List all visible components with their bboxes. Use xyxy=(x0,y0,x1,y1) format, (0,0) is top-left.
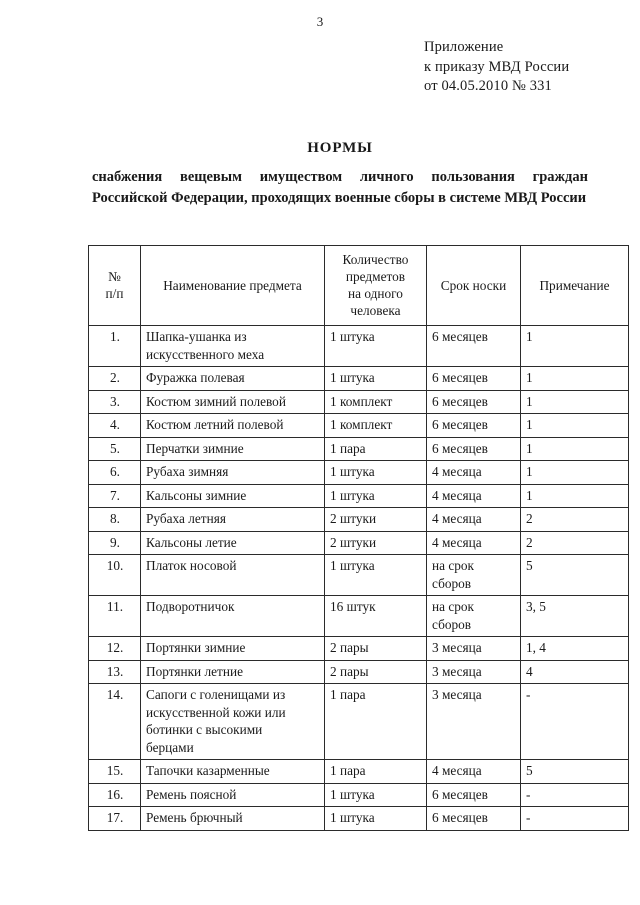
table-row xyxy=(89,807,629,831)
header-line-order: к приказу МВД России xyxy=(424,58,570,75)
cell-item-name: Шапка-ушанка из искусственного меха xyxy=(141,326,325,367)
cell-number: 10. xyxy=(89,555,141,596)
cell-note: - xyxy=(521,783,629,807)
cell-note: 1 xyxy=(521,367,629,391)
table-row xyxy=(89,555,629,596)
cell-note: 2 xyxy=(521,531,629,555)
cell-wear-period: на срок сборов xyxy=(427,596,521,637)
cell-quantity: 16 штук xyxy=(325,596,427,637)
cell-item-name: Сапоги с голенищами из искусственной кожи или ботинки с высокими берцами xyxy=(141,684,325,760)
cell-quantity: 2 пары xyxy=(325,637,427,661)
column-header-note: Примечание xyxy=(521,246,629,326)
cell-wear-period: на срок сборов xyxy=(427,555,521,596)
table-row xyxy=(89,660,629,684)
cell-quantity: 1 штука xyxy=(325,807,427,831)
approval-header-block xyxy=(424,38,634,97)
cell-quantity: 1 штука xyxy=(325,367,427,391)
cell-note: 3, 5 xyxy=(521,596,629,637)
table-row xyxy=(89,367,629,391)
table-header-row xyxy=(89,246,629,326)
cell-number: 17. xyxy=(89,807,141,831)
cell-number: 1. xyxy=(89,326,141,367)
cell-number: 3. xyxy=(89,390,141,414)
cell-wear-period: 4 месяца xyxy=(427,484,521,508)
table-row xyxy=(89,508,629,532)
cell-item-name: Подворотничок xyxy=(141,596,325,637)
cell-number: 12. xyxy=(89,637,141,661)
cell-item-name: Платок носовой xyxy=(141,555,325,596)
cell-wear-period: 3 месяца xyxy=(427,637,521,661)
table-row xyxy=(89,414,629,438)
column-header-quantity: Количество предметов на одного человека xyxy=(325,246,427,326)
table-body xyxy=(89,326,629,831)
cell-note: 5 xyxy=(521,555,629,596)
cell-wear-period: 6 месяцев xyxy=(427,390,521,414)
cell-note: 1, 4 xyxy=(521,637,629,661)
cell-number: 15. xyxy=(89,760,141,784)
cell-note: - xyxy=(521,807,629,831)
cell-wear-period: 3 месяца xyxy=(427,660,521,684)
cell-number: 16. xyxy=(89,783,141,807)
cell-note: 1 xyxy=(521,461,629,485)
cell-quantity: 1 комплект xyxy=(325,414,427,438)
table-row xyxy=(89,760,629,784)
header-line-date-number: от 04.05.2010 № 331 xyxy=(424,78,552,94)
cell-item-name: Ремень брючный xyxy=(141,807,325,831)
cell-wear-period: 6 месяцев xyxy=(427,367,521,391)
cell-wear-period: 6 месяцев xyxy=(427,807,521,831)
cell-note: 4 xyxy=(521,660,629,684)
cell-number: 13. xyxy=(89,660,141,684)
cell-item-name: Кальсоны зимние xyxy=(141,484,325,508)
cell-wear-period: 4 месяца xyxy=(427,508,521,532)
norms-table xyxy=(88,245,629,831)
cell-item-name: Перчатки зимние xyxy=(141,437,325,461)
cell-item-name: Фуражка полевая xyxy=(141,367,325,391)
table-row xyxy=(89,484,629,508)
cell-note: 5 xyxy=(521,760,629,784)
column-header-number: № п/п xyxy=(89,246,141,326)
cell-item-name: Костюм зимний полевой xyxy=(141,390,325,414)
cell-wear-period: 6 месяцев xyxy=(427,437,521,461)
table-row xyxy=(89,596,629,637)
cell-number: 2. xyxy=(89,367,141,391)
cell-quantity: 1 штука xyxy=(325,484,427,508)
cell-note: 1 xyxy=(521,484,629,508)
cell-wear-period: 6 месяцев xyxy=(427,414,521,438)
page-number: 3 xyxy=(316,14,324,29)
cell-number: 8. xyxy=(89,508,141,532)
cell-quantity: 1 пара xyxy=(325,760,427,784)
cell-quantity: 1 пара xyxy=(325,437,427,461)
table-row xyxy=(89,783,629,807)
cell-item-name: Рубаха зимняя xyxy=(141,461,325,485)
cell-note: 1 xyxy=(521,414,629,438)
header-line-appendix: Приложение xyxy=(424,39,504,55)
table-row xyxy=(89,637,629,661)
cell-item-name: Портянки летние xyxy=(141,660,325,684)
cell-number: 6. xyxy=(89,461,141,485)
cell-quantity: 1 штука xyxy=(325,783,427,807)
cell-item-name: Рубаха летняя xyxy=(141,508,325,532)
cell-number: 9. xyxy=(89,531,141,555)
cell-quantity: 2 штуки xyxy=(325,508,427,532)
table-row xyxy=(89,390,629,414)
cell-item-name: Костюм летний полевой xyxy=(141,414,325,438)
cell-note: 1 xyxy=(521,326,629,367)
cell-quantity: 2 пары xyxy=(325,660,427,684)
cell-item-name: Тапочки казарменные xyxy=(141,760,325,784)
table-row xyxy=(89,437,629,461)
cell-wear-period: 6 месяцев xyxy=(427,783,521,807)
cell-quantity: 1 комплект xyxy=(325,390,427,414)
cell-wear-period: 3 месяца xyxy=(427,684,521,760)
cell-note: - xyxy=(521,684,629,760)
cell-item-name: Ремень поясной xyxy=(141,783,325,807)
page-title: НОРМЫ xyxy=(307,140,373,156)
cell-quantity: 1 штука xyxy=(325,326,427,367)
cell-note: 1 xyxy=(521,437,629,461)
cell-number: 4. xyxy=(89,414,141,438)
table-row xyxy=(89,531,629,555)
column-header-item-name: Наименование предмета xyxy=(141,246,325,326)
document-title-block xyxy=(92,140,588,208)
cell-quantity: 1 штука xyxy=(325,461,427,485)
cell-quantity: 1 пара xyxy=(325,684,427,760)
cell-note: 1 xyxy=(521,390,629,414)
cell-quantity: 1 штука xyxy=(325,555,427,596)
norms-table-container xyxy=(88,245,610,831)
column-header-wear-period: Срок носки xyxy=(427,246,521,326)
cell-wear-period: 6 месяцев xyxy=(427,326,521,367)
document-subtitle: снабжения вещевым имуществом личного пользования граждан Российской Федерации, проходящих военные сборы в системе МВД России xyxy=(92,169,588,206)
cell-quantity: 2 штуки xyxy=(325,531,427,555)
cell-wear-period: 4 месяца xyxy=(427,461,521,485)
cell-item-name: Кальсоны летие xyxy=(141,531,325,555)
table-row xyxy=(89,461,629,485)
cell-note: 2 xyxy=(521,508,629,532)
cell-number: 14. xyxy=(89,684,141,760)
cell-number: 11. xyxy=(89,596,141,637)
table-header xyxy=(89,246,629,326)
cell-number: 7. xyxy=(89,484,141,508)
cell-item-name: Портянки зимние xyxy=(141,637,325,661)
table-row xyxy=(89,684,629,760)
table-row xyxy=(89,326,629,367)
cell-wear-period: 4 месяца xyxy=(427,760,521,784)
cell-wear-period: 4 месяца xyxy=(427,531,521,555)
cell-number: 5. xyxy=(89,437,141,461)
